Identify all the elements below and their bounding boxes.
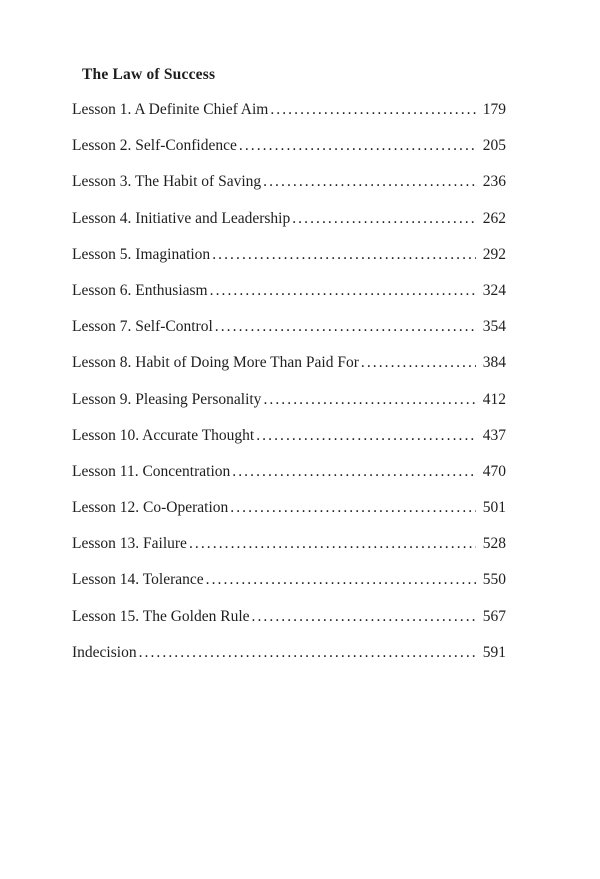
- toc-entry-label: Lesson 8. Habit of Doing More Than Paid For: [72, 354, 359, 372]
- dot-leader: [206, 571, 476, 589]
- toc-entry[interactable]: [72, 608, 506, 644]
- dot-leader: [139, 644, 476, 662]
- toc-entry-label: Lesson 13. Failure: [72, 535, 187, 553]
- toc-entry-page: 384: [482, 354, 506, 372]
- toc-entry[interactable]: [72, 354, 506, 390]
- toc-entry[interactable]: [72, 535, 506, 571]
- toc-entry-page: 292: [482, 245, 506, 263]
- toc-entry-page: 324: [482, 281, 506, 299]
- dot-leader: [361, 354, 476, 372]
- dot-leader: [263, 173, 476, 191]
- toc-entry[interactable]: [72, 246, 506, 282]
- toc-entry-page: 550: [482, 571, 506, 589]
- toc-entry[interactable]: [72, 644, 506, 680]
- toc-entry-label: Lesson 15. The Golden Rule: [72, 607, 250, 625]
- toc-entry-page: 470: [482, 462, 506, 480]
- toc-entry[interactable]: [72, 101, 506, 137]
- toc-entry-label: Lesson 11. Concentration: [72, 462, 231, 480]
- toc-entry[interactable]: [72, 499, 506, 535]
- toc-entry-page: 567: [482, 607, 506, 625]
- toc-entry-label: Lesson 14. Tolerance: [72, 571, 204, 589]
- dot-leader: [252, 608, 476, 626]
- toc-entry-label: Lesson 3. The Habit of Saving: [72, 173, 262, 191]
- toc-entry[interactable]: [72, 282, 506, 318]
- toc-entry-page: 501: [482, 499, 506, 517]
- toc-entry[interactable]: [72, 391, 506, 427]
- toc-entry-label: Lesson 10. Accurate Thought: [72, 426, 255, 444]
- toc-entry[interactable]: [72, 210, 506, 246]
- toc-entry-page: 591: [482, 643, 506, 661]
- toc-entry-page: 528: [482, 535, 506, 553]
- toc-entry[interactable]: [72, 571, 506, 607]
- dot-leader: [256, 427, 476, 445]
- toc-entry-label: Lesson 1. A Definite Chief Aim: [72, 101, 269, 118]
- toc-entry-label: Lesson 2. Self-Confidence: [72, 137, 237, 155]
- toc-entry-page: 179: [482, 101, 506, 118]
- dot-leader: [263, 391, 476, 409]
- toc-entry[interactable]: [72, 427, 506, 463]
- toc-entry-label: Lesson 9. Pleasing Personality: [72, 390, 262, 408]
- toc-entry[interactable]: [72, 463, 506, 499]
- dot-leader: [210, 282, 476, 300]
- toc-entry-label: Lesson 12. Co-Operation: [72, 499, 229, 517]
- dot-leader: [212, 246, 476, 264]
- toc-entry-label: Lesson 6. Enthusiasm: [72, 281, 208, 299]
- toc-entry[interactable]: [72, 318, 506, 354]
- dot-leader: [292, 210, 476, 228]
- toc-entry-page: 354: [482, 318, 506, 336]
- toc-entry-label: Lesson 4. Initiative and Leadership: [72, 209, 291, 227]
- toc-entry-label: Lesson 7. Self-Control: [72, 318, 213, 336]
- dot-leader: [270, 101, 476, 119]
- dot-leader: [189, 535, 476, 553]
- toc-entry[interactable]: [72, 173, 506, 209]
- table-of-contents: [72, 101, 506, 680]
- toc-entry-page: 205: [482, 137, 506, 155]
- dot-leader: [232, 463, 476, 481]
- toc-title: The Law of Success: [82, 66, 216, 83]
- dot-leader: [215, 318, 476, 336]
- toc-entry-page: 236: [482, 173, 506, 191]
- toc-entry-label: Indecision: [72, 643, 137, 661]
- toc-entry[interactable]: [72, 137, 506, 173]
- toc-entry-page: 412: [482, 390, 506, 408]
- toc-entry-page: 262: [482, 209, 506, 227]
- dot-leader: [239, 137, 476, 155]
- toc-entry-label: Lesson 5. Imagination: [72, 245, 211, 263]
- dot-leader: [230, 499, 476, 517]
- toc-entry-page: 437: [482, 426, 506, 444]
